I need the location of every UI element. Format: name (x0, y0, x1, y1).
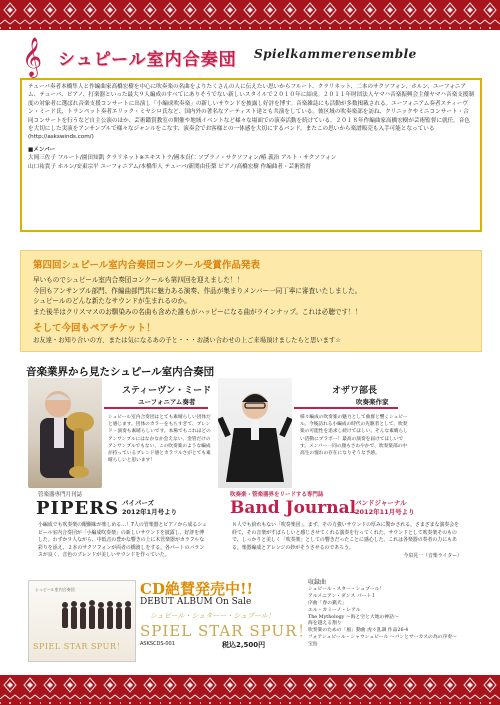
bandjournal-review (232, 522, 462, 561)
top-decorative-band (0, 0, 500, 30)
person2-name: オザワ部長 (332, 386, 378, 396)
tracklist (308, 580, 468, 649)
pipers-tagline: 管楽器専門月刊誌 (38, 492, 83, 498)
contest-line-2: 今回もアンサンブル部門、作編曲部門共に魅力ある演奏、作品が集まりメンバー一同丁寧に審査いたしました。 (33, 286, 362, 295)
pair-ticket-title: そして今回もペアチケット！ (33, 323, 156, 335)
album-band-label: シュピール室内合奏団 (35, 587, 75, 592)
steven-mead-photo (28, 378, 102, 488)
cd-title-jp: シュピール・シュターー・シュプール！ (150, 612, 275, 620)
track-item: フォアシュピール・シャウシュピール ～バンとサーカスの為の序奏～ (308, 635, 457, 641)
track-item: アルメニアン・ダンス パート１ (308, 593, 377, 599)
treble-clef-icon: 𝄞 (22, 37, 43, 77)
cd-title-en: SPIEL STAR SPUR！ (140, 622, 314, 640)
person1-name: スティーヴン・ミード (122, 386, 212, 396)
person2-comment: 様々編成の吹奏楽の魅力として曲群と響くシュピール。今後訪れる小編成の時代の先駆者として、吹奏楽の可能性を追求し続けてほしい。そんな素晴らしい活動にブラボー！最高の演奏を届けてほしいです。メンバー一同の顔もさわやかで、吹奏楽部の中高生の憧れの存在になりそうな予感。 (300, 415, 408, 457)
bandjournal-credit: 今泉晃一（音楽ライター） (403, 553, 462, 560)
members-line-1: 大岡三佐子 フルート/園田知凱 クラリネット※エキストラ/國本貞仁 ソプラノ・サクソフォン/椿 義治 アルト・サクソフォン (28, 155, 337, 162)
bottom-decorative-band (0, 675, 500, 705)
intro-box (20, 78, 482, 232)
contest-box (20, 250, 482, 352)
euphonium-player-illustration (28, 378, 102, 488)
bandjournal-tagline: 吹奏楽・管楽器界をリードする専門誌 (230, 492, 324, 498)
cd-catalog-code: ASKSCDS-001 (140, 641, 175, 647)
contest-line-3: シュピールのどんな新たなサウンドが生まれるのか。 (33, 297, 191, 306)
track-item: シュピール・スター・シュプール！ (308, 586, 385, 592)
person1-divider (104, 407, 208, 409)
ensemble-logo (22, 37, 482, 77)
pipers-review: 小編成でも吹奏楽の醍醐味が楽しめる…！7人の管楽器とピアノから成るシュピール室内合奏団が「小編成吹奏楽」の新しいサウンドを披露し、好評を博した。わずか９人ながら、中低音の豊かな響きの上に木管楽器がカラフルな彩りを添え、２本のサクソフォンが両者の橋渡しをする。各パートのバランスが良く、音色のブレンドが美しいサウンドを作っていた。 (38, 522, 207, 559)
track-item: 序曲「春の猟犬」 (308, 600, 347, 606)
person2-divider (294, 407, 398, 409)
contest-line-1: 早いものでシュピール室内合奏団コンクールも第四回を迎えました！！ (33, 276, 244, 284)
cd-debut-line: DEBUT ALBUM On Sale (140, 597, 252, 607)
track-item: エル・カミーノ・レアル (308, 607, 361, 613)
logo-title-jp: シュピール室内合奏団 (58, 50, 237, 70)
author-illustration (218, 378, 292, 488)
contest-line-4: また後半はクリスマスのお馴染みの名曲も含めた誰もがハッピーになる曲がラインナップ。これは必聴です！！ (33, 307, 362, 316)
pipers-logo: PIPERS (36, 498, 120, 519)
logo-title-de: Spielkammerensemble (254, 47, 417, 61)
bandjournal-issue: 2012年11月号より (355, 508, 415, 516)
tracklist-heading: 収録曲 (308, 579, 327, 586)
pipers-kana: パイパーズ (122, 499, 155, 507)
pipers-issue: 2012年1月号より (122, 508, 178, 516)
bandjournal-logo: Band Journal (230, 498, 357, 518)
track-item: The Mythology ～海と空と大地の神話～ (308, 614, 399, 620)
band-members-illustration (59, 595, 133, 639)
knit-pattern-bottom (0, 675, 500, 705)
person2-role: 吹奏楽作家 (356, 398, 389, 406)
contest-body (33, 275, 469, 317)
track-item: 海を越える翔り (308, 621, 342, 627)
track-item: 吹奏楽のための「風」動曲 虎々乱調 作品26-4 (308, 628, 409, 634)
members-heading: ■メンバー (28, 146, 56, 153)
person1-role: ユーフォニアム奏者 (138, 398, 196, 406)
intro-paragraph: テューバ奏者本橋隼人と作編曲家高橋宏樹を中心に吹奏楽の名曲をよりたくさんの人に伝えたい思いからフルート、クラリネット、二本のサクソフォン、ホルン、ユーフォニアム、テューバ、ピアノ、打楽器といった最大９人編成のすべてにありそうでない新しいスタイルで２０１０年に結成。２０１１年財団法人ヤマハ音楽振興会主催ヤマハ音楽支援制度の対象者に選ばれ音楽支援コンサートに出演し「小編成吹奏楽」の新しいサウンドを披露し好評を博す。音楽雑誌にも活動が多数掲載される。ユーフォニアム奏者スティーヴン・ミード氏、トランペット奏者エリック・ミヤシロ氏など、国内外の著名なアーティスト達とも共演をしている。彼区域の吹奏楽部を訪ね、クリニックやミニコンサート・合同コンサートを行うなど自主公演のほか、芸術鑑賞教室の開催や地域イベントなど様々な場面での演奏活動を続けている。２０１８年作編曲家高橋宏樹が芸術監督に就任。音色を大切にした実演をアンサンブルで様々なジャンルをこなす、演奏会でお客様との一体感を大切にするバンド。またこの思いから楽譜販売も入手可能となっている(http://askswinds.com/) (28, 84, 474, 141)
ozawa-bucho-photo (218, 378, 292, 488)
album-cover-title: SPIEL STAR SPUR！ (33, 642, 125, 651)
person1-comment: シュピール室内合奏団はとても素晴らしい団体だと感じます。団体のカラーをもちすぎて、ブレンド・演奏も素晴らしいです。本場でもこれほどのアンサンブルにはなかなか会えない、金管だけのアンサンブルでもない、この吹奏楽のような編成が持っているブレンド感とカラフルさがとても素晴らしいと思います！ (108, 415, 211, 464)
knit-pattern (0, 0, 500, 30)
members-line-2: 山口祐貴子 ホルン/安東宗平 ユーフォニアム/本橋隼人 テューバ/新関由佳梨 ピアノ/高橋宏樹 作編曲者・芸術監督 (28, 163, 311, 170)
cd-headline: CD絶賛発売中!! (140, 580, 254, 598)
bandjournal-review-body: ８人でも紛れもない「吹奏楽団」。まず、その力強いサウンドの厚みに驚かされる。さまざまな演奏会を経て、その音楽がすばらしいと感じさせてくれる演奏を行ってくれた。サウンドとして吹奏楽そのもので、しっかりと美しく「吹奏楽」としての響きだったことに感心した。これは各楽器の奏者の力にもある。楽器編成とアレンジの妙がそうさせるのであろう。 (232, 522, 460, 551)
album-cover (28, 580, 136, 662)
section-title: 音楽業界から見たシュピール室内合奏団 (26, 366, 215, 378)
bandjournal-kana: バンドジャーナル (355, 499, 407, 507)
contest-title: 第四回シュピール室内合奏団コンクール受賞作品発表 (33, 260, 260, 271)
cd-price: 税込2,500円 (222, 641, 266, 649)
contest-footer: お友達・お知り合いの方、または気になるあの子と・・・お誘い合わせの上ご来場頂けましたらと思います☆ (33, 337, 341, 345)
track-item: 宝島 (308, 642, 318, 648)
